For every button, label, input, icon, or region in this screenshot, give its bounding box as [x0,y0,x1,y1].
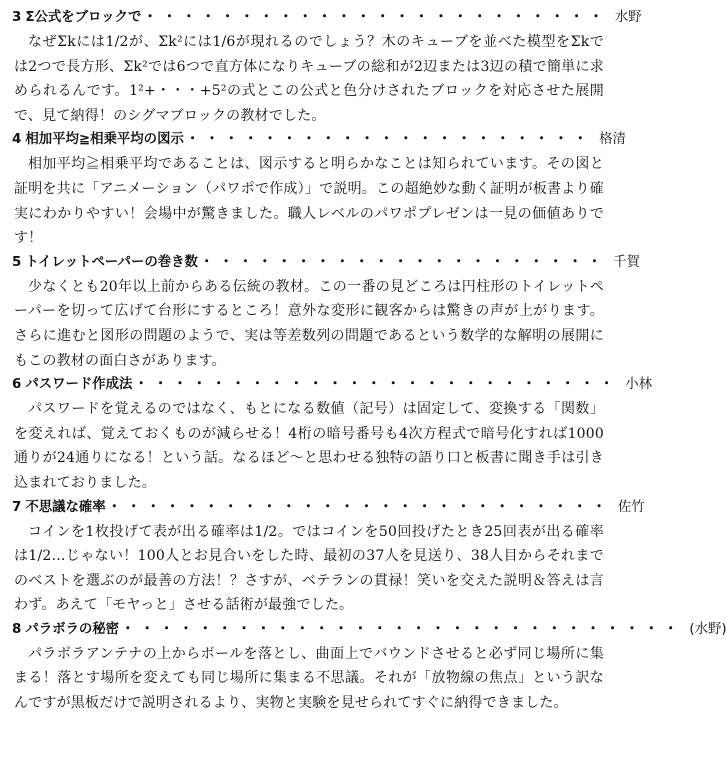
section-author: 格清 [599,132,626,148]
section-title: Σ公式をブロックで [25,10,142,25]
section-author: 水野 [614,10,642,25]
section-heading [12,618,727,642]
section-body: パスワードを覚えるのではなく、もとになる数値（記号）は固定して、変換する「関数」を変えれば、覚えておくものが減らせる！4桁の暗号番号も4次方程式で暗号化すれば1000通りが24通りになる！という話。なるほど～と思わせる独特の語り口と板書に聞き手は引き込まれておりました。 [14,401,604,491]
section-parabola [12,618,727,716]
leader-dots: ・・・・・・・・・・・・・・・・・・・・・・・・ [143,10,609,25]
section-heading [12,496,645,520]
leader-dots: ・・・・・・・・・・・・・・・・・・・・・・・・・ [134,377,620,393]
section-title: パスワード作成法 [25,377,133,393]
section-body: パラボラアンテナの上からボールを落とし、曲面上でバウンドさせると必ず同じ場所に集まる！落とす場所を変えても同じ場所に集まる不思議。それが「放物線の焦点」という訳なんですが黒板だけで説明されるより、実物と実験を見せられてすぐに納得できました。 [14,645,604,712]
section-author: 佐竹 [617,499,645,515]
section-heading [12,373,652,397]
section-title: 相加平均≧相乗平均の図示 [25,132,184,148]
section-body: 少なくとも20年以上前からある伝統の教材。この一番の見どころは円柱形のトイレットペーパーを切って広げて台形にするところ！意外な変形に観客からは驚きの声が上がります。さらに進むと図形の問題のようで、実は等差数列の問題であるという数学的な解明の展開にもこの教材の面白さがあります。 [14,278,604,369]
section-number: 4 [12,132,22,148]
section-title: パラボラの秘密 [25,621,120,637]
section-title: 不思議な確率 [25,499,106,515]
section-body: 相加平均≧相乗平均であることは、図示すると明らかなことは知られています。その図と証明を共に「アニメーション（パワポで作成）」で説明。この超絶妙な動く証明が板書より確実にわかりやすい！会場中が驚きました。職人レベルのパワポプレゼンは一見の価値ありです！ [14,156,604,247]
section-probability [12,496,645,618]
section-sigma-block [12,6,642,128]
section-heading [12,128,626,152]
section-heading [12,6,642,30]
section-number: 7 [12,499,22,515]
leader-dots: ・・・・・・・・・・・・・・・・・・・・・・・・・・ [107,499,612,515]
leader-dots: ・・・・・・・・・・・・・・・・・・・・・ [185,132,594,148]
leader-dots: ・・・・・・・・・・・・・・・・・・・・・・・・・・・・・ [121,621,684,637]
section-am-gm [12,128,626,250]
section-number: 5 [12,254,22,270]
section-body: なぜΣkには1/2が、Σk²には1/6が現れるのでしょう？木のキューブを並べた模型をΣkでは2つで長方形、Σk²では6つで直方体になりキューブの総和が2辺または3辺の積で簡単に求められるんです。1²+・・・+5²の式とこの公式と色分けされたブロックを対応させた展開で、見て納得！のシグマブロックの教材でした。 [14,34,604,124]
section-author: 千賀 [613,254,640,270]
section-author: (水野) [689,621,727,637]
section-body: コインを1枚投げて表が出る確率は1/2。ではコインを50回投げたとき25回表が出る確率は1/2…じゃない！100人とお見合いをした時、最初の37人を見送り、38人目からそれまでのベストを選ぶのが最善の方法！？さすが、ベテランの貫禄！笑いを交えた説明＆答えは言わず。あえて「モヤっと」させる話術が最強でした。 [14,523,604,614]
section-toilet-paper [12,251,640,373]
section-title: トイレットペーパーの巻き数 [25,254,198,270]
leader-dots: ・・・・・・・・・・・・・・・・・・・・・ [199,254,608,270]
section-number: 6 [12,377,22,393]
section-author: 小林 [625,377,652,393]
section-number: 8 [12,621,22,637]
section-heading [12,251,640,275]
section-number: 3 [12,10,22,25]
section-password [12,373,652,495]
